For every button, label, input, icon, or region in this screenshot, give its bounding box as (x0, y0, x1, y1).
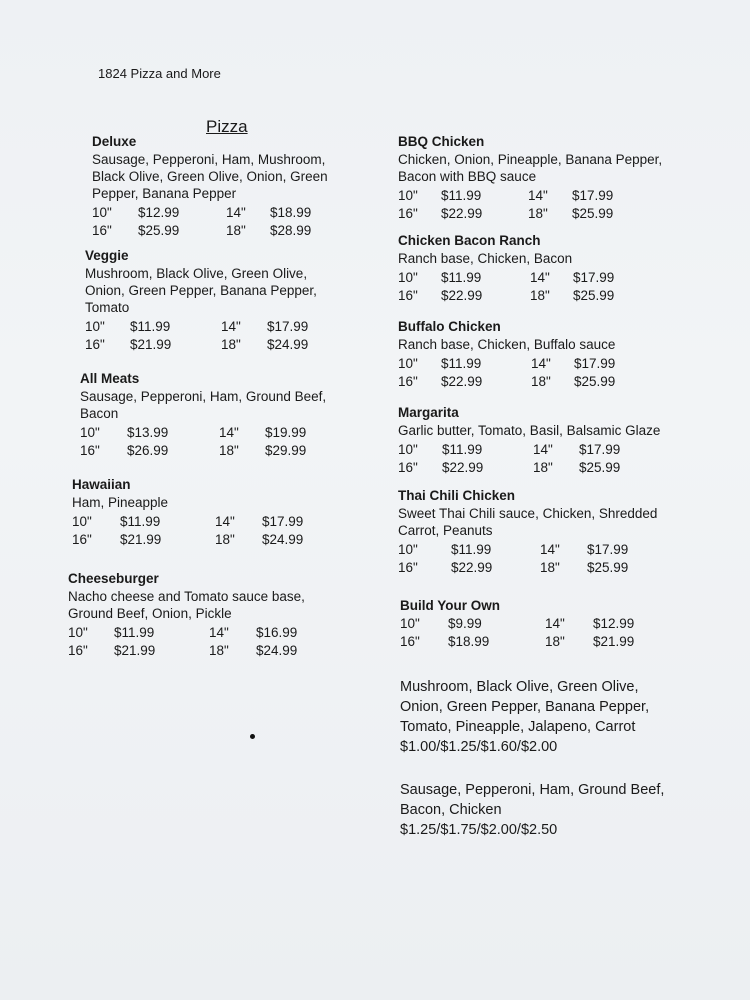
size-label: 10" (85, 319, 105, 334)
price-value: $11.99 (441, 188, 482, 203)
size-label: 18" (530, 288, 550, 303)
size-label: 16" (398, 460, 418, 475)
price-value: $17.99 (574, 356, 616, 371)
size-label: 18" (226, 223, 246, 238)
price-value: $9.99 (448, 616, 482, 631)
price-table (398, 355, 615, 391)
description-line: Nacho cheese and Tomato sauce base, (68, 589, 305, 604)
description-line: Ham, Pineapple (72, 495, 169, 510)
description-line: Sausage, Pepperoni, Ham, Mushroom, (92, 152, 326, 167)
price-value: $25.99 (579, 460, 621, 475)
menu-item-bbq-chicken (398, 134, 662, 223)
size-label: 16" (68, 643, 88, 658)
size-label: 10" (398, 188, 418, 203)
size-label: 10" (398, 442, 418, 457)
description-line: Ranch base, Chicken, Buffalo sauce (398, 337, 616, 352)
price-value: $19.99 (265, 425, 307, 440)
item-name: Chicken Bacon Ranch (398, 233, 541, 248)
price-table (92, 204, 328, 240)
size-label: 10" (72, 514, 92, 529)
price-value: $25.99 (574, 374, 616, 389)
item-description (68, 588, 305, 622)
size-label: 16" (398, 560, 418, 575)
veggie-toppings (400, 677, 649, 757)
size-label: 18" (215, 532, 235, 547)
description-line: Bacon with BBQ sauce (398, 169, 537, 184)
size-label: 16" (80, 443, 100, 458)
item-description (398, 151, 662, 185)
item-description (80, 388, 326, 422)
price-value: $24.99 (267, 337, 309, 352)
menu-item-veggie (85, 248, 317, 354)
meat-toppings (400, 780, 664, 840)
item-description (92, 151, 328, 202)
size-label: 10" (398, 356, 418, 371)
description-line: Ground Beef, Onion, Pickle (68, 606, 232, 621)
price-table (68, 624, 305, 660)
size-label: 10" (92, 205, 112, 220)
price-table (80, 424, 326, 460)
description-line: Bacon (80, 406, 119, 421)
price-value: $12.99 (593, 616, 635, 631)
size-label: 16" (85, 337, 105, 352)
price-value: $16.99 (256, 625, 298, 640)
size-label: 18" (533, 460, 553, 475)
menu-item-thai-chili-chicken (398, 488, 657, 577)
price-value: $26.99 (127, 443, 169, 458)
item-description (398, 250, 614, 267)
size-label: 16" (92, 223, 112, 238)
section-title: Pizza (206, 117, 248, 136)
topping-line: Bacon, Chicken (400, 802, 502, 818)
item-description (398, 505, 657, 539)
description-line: Pepper, Banana Pepper (92, 186, 237, 201)
price-value: $21.99 (130, 337, 172, 352)
size-label: 10" (80, 425, 100, 440)
size-label: 18" (528, 206, 548, 221)
item-name: Thai Chili Chicken (398, 488, 516, 503)
description-line: Sausage, Pepperoni, Ham, Ground Beef, (80, 389, 327, 404)
size-label: 10" (398, 270, 418, 285)
price-value: $21.99 (593, 634, 635, 649)
price-value: $17.99 (573, 270, 615, 285)
item-description (72, 494, 303, 511)
price-value: $17.99 (572, 188, 614, 203)
price-table (400, 615, 634, 651)
price-value: $17.99 (579, 442, 621, 457)
price-value: $18.99 (448, 634, 490, 649)
size-label: 14" (226, 205, 246, 220)
price-value: $24.99 (256, 643, 298, 658)
menu-item-all-meats (80, 371, 326, 460)
price-value: $25.99 (573, 288, 615, 303)
item-description (398, 336, 615, 353)
price-table (398, 541, 657, 577)
price-value: $13.99 (127, 425, 169, 440)
size-label: 16" (400, 634, 420, 649)
price-table (398, 269, 614, 305)
size-label: 14" (533, 442, 553, 457)
price-value: $22.99 (441, 206, 483, 221)
size-label: 10" (400, 616, 420, 631)
item-description (398, 422, 660, 439)
menu-item-cheeseburger (68, 571, 305, 660)
item-name: Build Your Own (400, 598, 500, 613)
size-label: 14" (221, 319, 241, 334)
menu-item-hawaiian (72, 477, 303, 549)
size-label: 14" (219, 425, 239, 440)
restaurant-name: 1824 Pizza and More (98, 66, 221, 81)
price-value: $24.99 (262, 532, 304, 547)
description-line: Garlic butter, Tomato, Basil, Balsamic Glaze (398, 423, 661, 438)
price-value: $22.99 (441, 288, 483, 303)
stray-dot (250, 734, 255, 739)
size-label: 16" (72, 532, 92, 547)
price-value: $29.99 (265, 443, 307, 458)
size-label: 14" (540, 542, 560, 557)
size-label: 14" (530, 270, 550, 285)
description-line: Carrot, Peanuts (398, 523, 493, 538)
price-value: $21.99 (120, 532, 162, 547)
price-value: $22.99 (441, 374, 483, 389)
size-label: 14" (215, 514, 235, 529)
topping-price: $1.25/$1.75/$2.00/$2.50 (400, 822, 558, 838)
size-label: 16" (398, 206, 418, 221)
price-table (398, 441, 660, 477)
item-name: Deluxe (92, 134, 137, 149)
description-line: Sweet Thai Chili sauce, Chicken, Shredded (398, 506, 658, 521)
description-line: Tomato (85, 300, 130, 315)
price-value: $12.99 (138, 205, 180, 220)
price-value: $28.99 (270, 223, 312, 238)
price-value: $11.99 (441, 270, 482, 285)
size-label: 14" (545, 616, 565, 631)
item-name: Veggie (85, 248, 129, 263)
topping-line: Onion, Green Pepper, Banana Pepper, (400, 699, 650, 715)
size-label: 18" (219, 443, 239, 458)
menu-item-buffalo-chicken (398, 319, 615, 391)
size-label: 18" (531, 374, 551, 389)
item-name: All Meats (80, 371, 140, 386)
price-value: $25.99 (138, 223, 180, 238)
item-description (85, 265, 317, 316)
price-value: $21.99 (114, 643, 156, 658)
topping-line: Mushroom, Black Olive, Green Olive, (400, 679, 639, 695)
size-label: 18" (540, 560, 560, 575)
price-value: $11.99 (442, 442, 483, 457)
menu-item-build-your-own (400, 598, 634, 651)
size-label: 14" (209, 625, 229, 640)
description-line: Onion, Green Pepper, Banana Pepper, (85, 283, 317, 298)
item-name: BBQ Chicken (398, 134, 485, 149)
size-label: 16" (398, 288, 418, 303)
price-value: $22.99 (451, 560, 493, 575)
price-value: $17.99 (262, 514, 304, 529)
price-value: $25.99 (587, 560, 629, 575)
description-line: Black Olive, Green Olive, Onion, Green (92, 169, 328, 184)
price-table (85, 318, 317, 354)
price-value: $18.99 (270, 205, 312, 220)
size-label: 14" (528, 188, 548, 203)
price-value: $25.99 (572, 206, 614, 221)
size-label: 16" (398, 374, 418, 389)
size-label: 18" (545, 634, 565, 649)
topping-line: Sausage, Pepperoni, Ham, Ground Beef, (400, 782, 665, 798)
item-name: Margarita (398, 405, 459, 420)
size-label: 14" (531, 356, 551, 371)
topping-price: $1.00/$1.25/$1.60/$2.00 (400, 739, 558, 755)
price-value: $11.99 (114, 625, 155, 640)
item-name: Hawaiian (72, 477, 131, 492)
price-value: $17.99 (267, 319, 309, 334)
size-label: 18" (209, 643, 229, 658)
price-value: $22.99 (442, 460, 484, 475)
price-value: $11.99 (441, 356, 482, 371)
price-value: $17.99 (587, 542, 629, 557)
price-table (72, 513, 303, 549)
price-table (398, 187, 662, 223)
size-label: 18" (221, 337, 241, 352)
item-name: Buffalo Chicken (398, 319, 501, 334)
description-line: Chicken, Onion, Pineapple, Banana Pepper, (398, 152, 663, 167)
price-value: $11.99 (120, 514, 161, 529)
description-line: Mushroom, Black Olive, Green Olive, (85, 266, 308, 281)
menu-item-chicken-bacon-ranch (398, 233, 614, 305)
menu-item-margarita (398, 405, 660, 477)
topping-line: Tomato, Pineapple, Jalapeno, Carrot (400, 719, 636, 735)
price-value: $11.99 (130, 319, 171, 334)
description-line: Ranch base, Chicken, Bacon (398, 251, 573, 266)
size-label: 10" (398, 542, 418, 557)
item-name: Cheeseburger (68, 571, 159, 586)
menu-item-deluxe (92, 134, 328, 240)
size-label: 10" (68, 625, 88, 640)
price-value: $11.99 (451, 542, 492, 557)
